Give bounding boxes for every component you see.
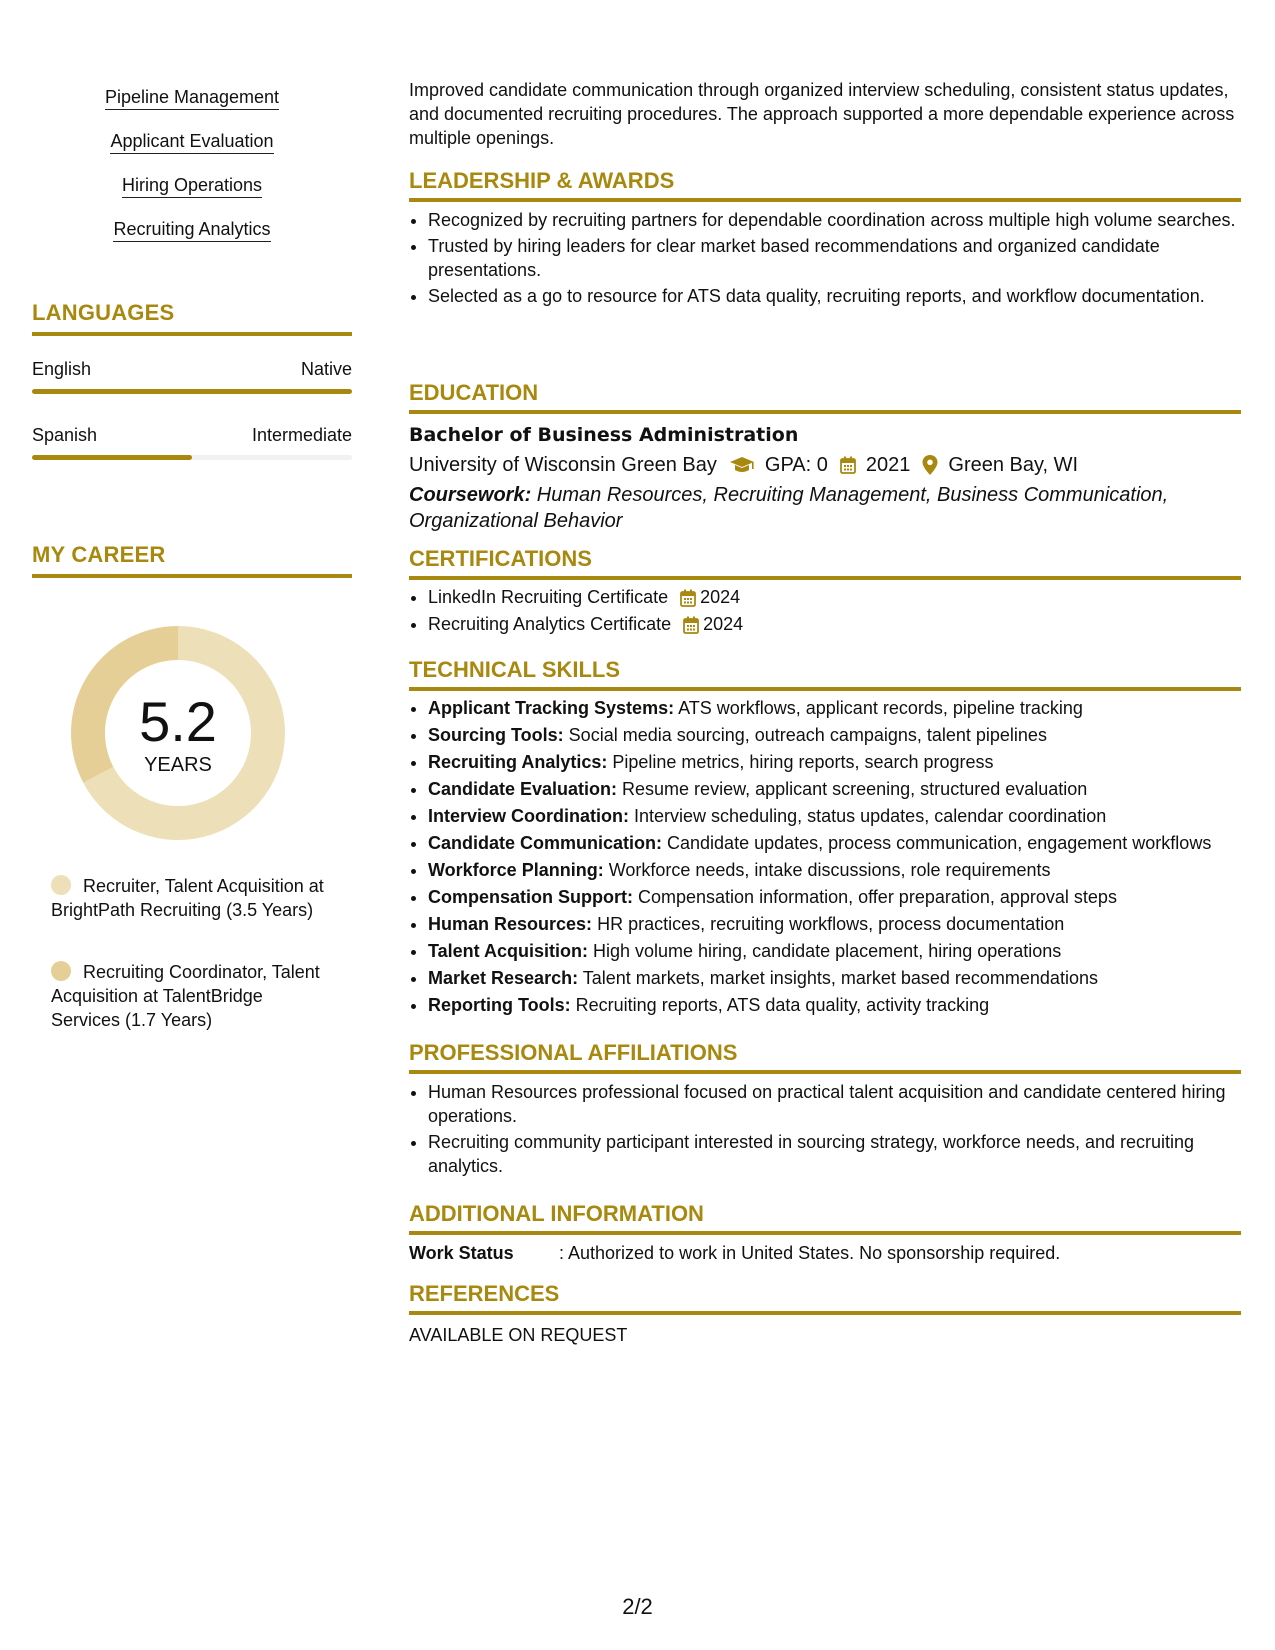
legend-dot xyxy=(51,875,71,895)
technical-skill-text: Workforce needs, intake discussions, role requirements xyxy=(603,860,1051,880)
technical-skill-text: High volume hiring, candidate placement, hiring operations xyxy=(588,941,1062,961)
language-bar xyxy=(32,389,352,394)
leadership-section xyxy=(409,168,1241,308)
coursework-label: Coursework: xyxy=(409,484,532,506)
intro-paragraph: Improved candidate communication through organized interview scheduling, consistent status updates, and documented recruiting procedures. The approach supported a more dependable experience across multiple openings. xyxy=(409,80,1235,148)
career-legend-label: Recruiting Coordinator, Talent Acquisition at TalentBridge Services (1.7 Years) xyxy=(51,962,320,1030)
technical-skill-label: Applicant Tracking Systems: xyxy=(428,698,675,718)
technical-skill-text: HR practices, recruiting workflows, process documentation xyxy=(592,914,1065,934)
technical-skills-title: TECHNICAL SKILLS xyxy=(409,657,621,682)
technical-skill-item xyxy=(428,938,1241,965)
school-location: Green Bay, WI xyxy=(948,454,1079,476)
career-section xyxy=(32,542,352,578)
work-status-value: : Authorized to work in United States. No sponsorship required. xyxy=(559,1243,1061,1263)
list-item: • Trusted by hiring leaders for clear market based recommendations and organized candidate presentations. xyxy=(428,234,1241,282)
coursework xyxy=(409,482,1241,534)
career-legend-item xyxy=(51,960,326,1032)
education-section xyxy=(409,380,1241,534)
language-bar xyxy=(32,455,352,460)
technical-skills-section xyxy=(409,657,1241,1019)
gpa: GPA: 0 xyxy=(764,454,828,476)
technical-skill-label: Recruiting Analytics: xyxy=(428,752,608,772)
calendar-icon xyxy=(683,616,699,634)
technical-skill-label: Candidate Evaluation: xyxy=(428,779,618,799)
technical-skill-item xyxy=(428,992,1241,1019)
affiliations-title: PROFESSIONAL AFFILIATIONS xyxy=(409,1040,738,1065)
references-section xyxy=(409,1281,1241,1347)
section-divider xyxy=(32,332,352,336)
additional-info-section xyxy=(409,1201,1241,1265)
certification-name: • LinkedIn Recruiting Certificate xyxy=(428,587,669,607)
certifications-title: CERTIFICATIONS xyxy=(409,546,592,571)
technical-skill-label: Reporting Tools: xyxy=(428,995,571,1015)
certification-item xyxy=(428,611,1241,638)
list-item: • Recruiting community participant interested in sourcing strategy, workforce needs, and recruiting analytics. xyxy=(428,1130,1241,1178)
skill-tag: Hiring Operations xyxy=(122,174,262,198)
section-divider xyxy=(409,687,1241,691)
technical-skill-label: Talent Acquisition: xyxy=(428,941,588,961)
technical-skill-label: Market Research: xyxy=(428,968,579,988)
technical-skill-text: Resume review, applicant screening, structured evaluation xyxy=(617,779,1088,799)
technical-skill-item xyxy=(428,695,1241,722)
technical-skill-text: ATS workflows, applicant records, pipeline tracking xyxy=(674,698,1083,718)
language-level: Native xyxy=(300,359,352,379)
skill-tag: Recruiting Analytics xyxy=(113,218,270,242)
section-divider xyxy=(409,198,1241,202)
section-divider xyxy=(32,574,352,578)
calendar-icon xyxy=(680,589,696,607)
additional-info-title: ADDITIONAL INFORMATION xyxy=(409,1201,704,1226)
career-total-unit: YEARS xyxy=(144,754,212,776)
technical-skill-text: Pipeline metrics, hiring reports, search progress xyxy=(607,752,994,772)
references-title: REFERENCES xyxy=(409,1281,560,1306)
technical-skills-list xyxy=(409,695,1241,1019)
technical-skill-item xyxy=(428,965,1241,992)
career-donut-chart xyxy=(67,622,289,844)
career-title: MY CAREER xyxy=(32,542,166,567)
work-status-label: Work Status xyxy=(409,1243,514,1263)
certification-year: 2024 xyxy=(703,614,744,634)
career-legend-label: Recruiter, Talent Acquisition at BrightPath Recruiting (3.5 Years) xyxy=(51,876,324,920)
technical-skill-label: Human Resources: xyxy=(428,914,593,934)
technical-skill-item xyxy=(428,776,1241,803)
skill-tags xyxy=(32,86,352,262)
technical-skill-text: Talent markets, market insights, market based recommendations xyxy=(578,968,1098,988)
education-title: EDUCATION xyxy=(409,380,539,405)
certification-year: 2024 xyxy=(700,587,741,607)
affiliations-section xyxy=(409,1040,1241,1178)
skill-tag: Applicant Evaluation xyxy=(110,130,273,154)
technical-skill-label: Interview Coordination: xyxy=(428,806,630,826)
career-legend-item xyxy=(51,874,326,922)
technical-skill-label: Compensation Support: xyxy=(428,887,633,907)
technical-skill-text: Compensation information, offer preparation, approval steps xyxy=(633,887,1117,907)
technical-skill-label: Candidate Communication: xyxy=(428,833,663,853)
section-divider xyxy=(409,410,1241,414)
language-name: Spanish xyxy=(32,425,98,445)
legend-dot xyxy=(51,961,71,981)
technical-skill-label: Workforce Planning: xyxy=(428,860,604,880)
technical-skill-label: Sourcing Tools: xyxy=(428,725,564,745)
skill-tag: Pipeline Management xyxy=(105,86,279,110)
list-item: • Human Resources professional focused on practical talent acquisition and candidate centered hiring operations. xyxy=(428,1080,1241,1128)
section-divider xyxy=(409,1311,1241,1315)
technical-skill-item xyxy=(428,722,1241,749)
calendar-icon xyxy=(840,456,856,474)
technical-skill-item xyxy=(428,803,1241,830)
references-text: AVAILABLE ON REQUEST xyxy=(409,1325,628,1345)
certifications-section xyxy=(409,546,1241,638)
education-details xyxy=(409,452,1241,478)
section-divider xyxy=(409,1231,1241,1235)
technical-skill-item xyxy=(428,911,1241,938)
leadership-title: LEADERSHIP & AWARDS xyxy=(409,168,675,193)
map-pin-icon xyxy=(922,455,938,475)
languages-section xyxy=(32,300,352,460)
graduation-cap-icon xyxy=(729,456,755,474)
languages-title: LANGUAGES xyxy=(32,300,175,325)
technical-skill-item xyxy=(428,749,1241,776)
graduation-year: 2021 xyxy=(865,454,911,476)
list-item: • Recognized by recruiting partners for dependable coordination across multiple high volume searches. xyxy=(428,208,1241,232)
technical-skill-text: Interview scheduling, status updates, calendar coordination xyxy=(629,806,1107,826)
coursework-list: Human Resources, Recruiting Management, Business Communication, Organizational Behavior xyxy=(409,484,1169,532)
school-name: University of Wisconsin Green Bay xyxy=(409,454,717,476)
degree-name: Bachelor of Business Administration xyxy=(409,424,799,446)
technical-skill-item xyxy=(428,830,1241,857)
technical-skill-text: Social media sourcing, outreach campaigns, talent pipelines xyxy=(563,725,1047,745)
section-divider xyxy=(409,1070,1241,1074)
technical-skill-text: Recruiting reports, ATS data quality, activity tracking xyxy=(570,995,990,1015)
certification-name: • Recruiting Analytics Certificate xyxy=(428,614,672,634)
language-bar-fill xyxy=(32,389,352,394)
language-item xyxy=(32,358,352,394)
career-total-years: 5.2 xyxy=(139,690,217,753)
section-divider xyxy=(409,576,1241,580)
language-item xyxy=(32,424,352,460)
page-number: 2/2 xyxy=(622,1594,653,1619)
language-name: English xyxy=(32,359,92,379)
technical-skill-text: Candidate updates, process communication, engagement workflows xyxy=(662,833,1212,853)
language-level: Intermediate xyxy=(251,425,352,445)
technical-skill-item xyxy=(428,884,1241,911)
technical-skill-item xyxy=(428,857,1241,884)
language-bar-fill xyxy=(32,455,192,460)
list-item: • Selected as a go to resource for ATS data quality, recruiting reports, and workflow documentation. xyxy=(428,284,1241,308)
certification-item xyxy=(428,584,1241,611)
